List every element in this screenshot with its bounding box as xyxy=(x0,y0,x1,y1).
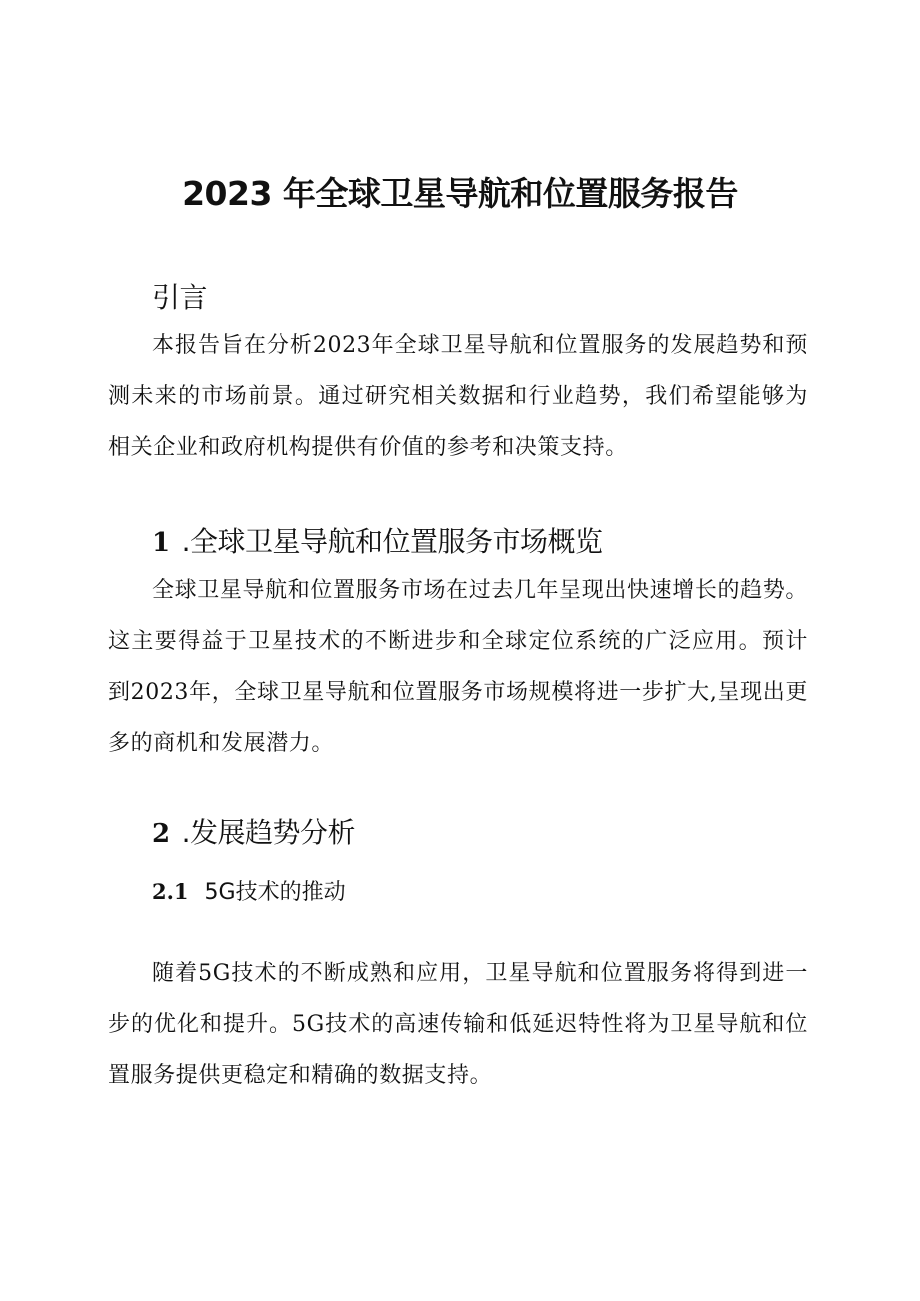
section-2-1-paragraph: 随着5G技术的不断成熟和应用，卫星导航和位置服务将得到进一步的优化和提升。5G技术的高速传输和低延迟特性将为卫星导航和位置服务提供更稳定和精确的数据支持。 xyxy=(108,961,808,1088)
section-2-1-title: 5G技术的推动 xyxy=(204,880,346,905)
intro-paragraph: 本报告旨在分析2023年全球卫星导航和位置服务的发展趋势和预测未来的市场前景。通过研究相关数据和行业趋势，我们希望能够为相关企业和政府机构提供有价值的参考和决策支持。 xyxy=(108,333,808,460)
section-2-heading xyxy=(152,813,355,854)
intro-heading: 引言 xyxy=(152,281,208,314)
section-1-heading xyxy=(152,522,603,563)
section-2-title: .发展趋势分析 xyxy=(181,816,355,849)
section-1-paragraph: 全球卫星导航和位置服务市场在过去几年呈现出快速增长的趋势。这主要得益于卫星技术的不断进步和全球定位系统的广泛应用。预计到2023年，全球卫星导航和位置服务市场规模将进一步扩大,呈现出更多的商机和发展潜力。 xyxy=(108,578,808,756)
section-2-1-number: 2.1 xyxy=(152,879,189,904)
section-2-number: 2 xyxy=(152,819,170,849)
section-1-title: .全球卫星导航和位置服务市场概览 xyxy=(181,525,603,558)
section-1-number: 1 xyxy=(152,528,170,558)
section-2-1-heading xyxy=(152,876,346,909)
document-title: 2023 年全球卫星导航和位置服务报告 xyxy=(182,174,738,213)
